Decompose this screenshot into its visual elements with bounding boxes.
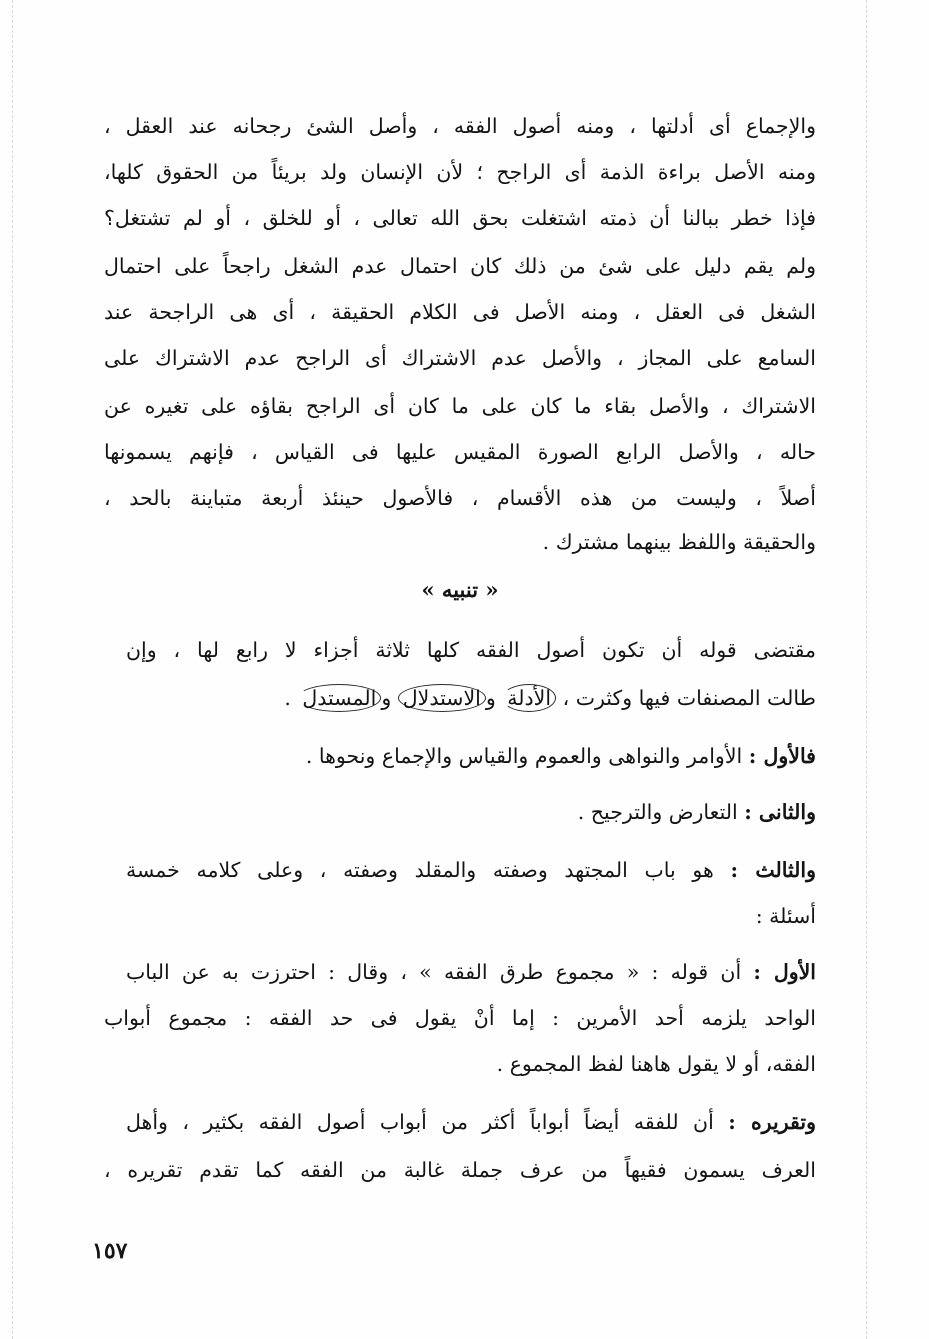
text-line xyxy=(126,792,816,832)
text-fragment: طالت المصنفات فيها وكثرت ، xyxy=(556,686,816,710)
text-line: مقتضى قوله أن تكون أصول الفقه كلها ثلاثة أجزاء لا رابع لها ، وإن xyxy=(126,638,816,662)
third-part xyxy=(104,850,816,940)
conjunction: و xyxy=(381,686,398,710)
text-line: والحقيقة واللفظ بينهما مشترك . xyxy=(542,530,816,554)
text-line: ومنه الأصل براءة الذمة أى الراجح ؛ لأن الإنسان ولد بريئاً من الحقوق كلها، xyxy=(104,160,816,184)
second-part-text: التعارض والترجيح . xyxy=(577,800,745,824)
text-line: الفقه، أو لا يقول هاهنا لفظ المجموع . xyxy=(496,1052,816,1076)
first-part-text: الأوامر والنواهى والعموم والقياس والإجماع ونحوها . xyxy=(305,744,749,768)
text-line: العرف يسمون فقيهاً من عرف جملة غالبة من الفقه كما تقدم تقريره ، xyxy=(104,1158,816,1182)
taqrir-paragraph xyxy=(104,1102,816,1198)
page-number: ١٥٧ xyxy=(92,1238,128,1264)
text-line xyxy=(126,1102,816,1142)
text-line xyxy=(104,678,816,718)
text-line xyxy=(126,736,816,776)
text-line: أسئلة : xyxy=(755,904,816,928)
text-line: الاشتراك ، والأصل بقاء ما كان على ما كان أى الراجح بقاؤه على تغيره عن xyxy=(104,394,816,418)
taqrir-label: وتقريره : xyxy=(728,1110,816,1134)
third-part-label: والثالث : xyxy=(730,858,816,882)
first-question-text: أن قوله : « مجموع طرق الفقه » ، وقال : احترزت به عن الباب xyxy=(126,960,754,984)
text-line: فإذا خطر ببالنا أن ذمته اشتغلت بحق الله تعالى ، أو للخلق ، أو لم تشتغل؟ xyxy=(104,206,816,230)
text-line: أصلاً ، وليست من هذه الأقسام ، فالأصول حينئذ أربعة متباينة بالحد ، xyxy=(104,486,816,510)
opening-paragraph-end xyxy=(104,522,816,562)
text-line xyxy=(126,850,816,890)
left-margin-rule xyxy=(12,0,13,1339)
first-question-label: الأول : xyxy=(753,960,816,984)
second-part-label: والثانى : xyxy=(744,800,816,824)
text-line: الشغل فى العقل ، ومنه الأصل فى الكلام الحقيقة ، أى هى الراجحة عند xyxy=(104,300,816,324)
tanbih-paragraph xyxy=(104,630,816,720)
second-part xyxy=(104,792,816,832)
conjunction: و xyxy=(485,686,503,710)
circled-word-adilla: الأدلة xyxy=(502,684,556,712)
circled-word-istidlal: الاستدلال xyxy=(398,684,486,712)
circled-word-mustadil: المستدل xyxy=(297,684,381,712)
text-line: حاله ، والأصل الرابع الصورة المقيس عليها فى القياس ، فإنهم يسمونها xyxy=(104,440,816,464)
text-line: السامع على المجاز ، والأصل عدم الاشتراك أى الراجح عدم الاشتراك على xyxy=(104,346,816,370)
text-line: والإجماع أى أدلتها ، ومنه أصول الفقه ، وأصل الشئ رجحانه عند العقل ، xyxy=(104,114,816,138)
first-question xyxy=(104,952,816,1092)
text-line: ولم يقم دليل على شئ من ذلك كان احتمال عدم الشغل راجحاً على احتمال xyxy=(104,254,816,278)
first-part xyxy=(104,736,816,776)
text-fragment: . xyxy=(284,686,298,710)
text-line xyxy=(126,952,816,992)
taqrir-text: أن للفقه أيضاً أبواباً أكثر من أبواب أصول الفقه بكثير ، وأهل xyxy=(126,1110,729,1134)
text-line: الواحد يلزمه أحد الأمرين : إما أنْ يقول فى حد الفقه : مجموع أبواب xyxy=(104,1006,816,1030)
section-heading: « تنبيه » xyxy=(421,577,499,602)
third-part-text: هو باب المجتهد وصفته والمقلد وصفته ، وعلى كلامه خمسة xyxy=(126,858,731,882)
opening-paragraph xyxy=(104,106,816,510)
right-margin-rule xyxy=(866,0,867,1339)
first-part-label: فالأول : xyxy=(748,744,816,768)
